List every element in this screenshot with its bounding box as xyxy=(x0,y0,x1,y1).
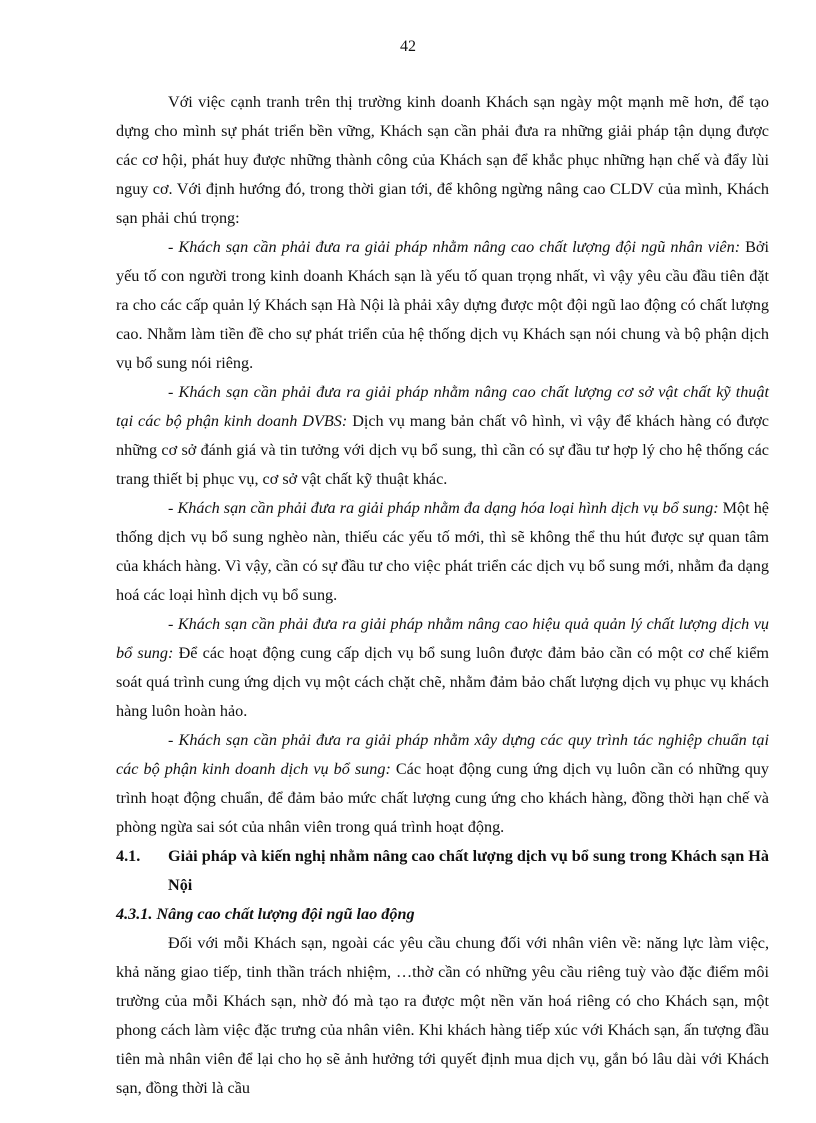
bullet-item xyxy=(116,378,769,494)
bullet-item xyxy=(116,233,769,378)
section-heading xyxy=(116,842,769,900)
section-title: Giải pháp và kiến nghị nhằm nâng cao chất lượng dịch vụ bổ sung trong Khách sạn Hà Nội xyxy=(168,847,769,894)
bullet-text: Một hệ thống dịch vụ bổ sung nghèo nàn, thiếu các yếu tố mới, thì sẽ không thể thu hút được sự quan tâm của khách hàng. Vì vậy, cần có sự đầu tư cho việc phát triển các dịch vụ bổ sung mới, nhằm đa dạng hoá các loại hình dịch vụ bổ sung. xyxy=(116,499,769,604)
bullet-text: Bởi yếu tố con người trong kinh doanh Khách sạn là yếu tố quan trọng nhất, vì vậy yêu cầu đầu tiên đặt ra cho các cấp quản lý Khách sạn Hà Nội là phải xây dựng được một đội ngũ lao động có chất lượng cao. Nhằm làm tiền đề cho sự phát triển của hệ thống dịch vụ Khách sạn nói chung và bộ phận dịch vụ bổ sung nói riêng. xyxy=(116,238,769,372)
section-number: 4.1. xyxy=(116,847,141,865)
intro-paragraph: Với việc cạnh tranh trên thị trường kinh doanh Khách sạn ngày một mạnh mẽ hơn, để tạo dựng cho mình sự phát triển bền vững, Khách sạn cần phải đưa ra những giải pháp tận dụng được các cơ hội, phát huy được những thành công của Khách sạn để khắc phục những hạn chế và đẩy lùi nguy cơ. Với định hướng đó, trong thời gian tới, để không ngừng nâng cao CLDV của mình, Khách sạn phải chú trọng: xyxy=(116,93,769,227)
bullet-lead: - Khách sạn cần phải đưa ra giải pháp nhằm nâng cao chất lượng đội ngũ nhân viên: xyxy=(168,238,741,256)
bullet-lead: - Khách sạn cần phải đưa ra giải pháp nhằm xây dựng các quy trình tác nghiệp chuẩn tại các bộ phận kinh doanh dịch vụ bổ sung: xyxy=(116,731,769,778)
page-number: 42 xyxy=(400,38,416,55)
document-body xyxy=(116,88,769,1103)
bullet-lead: - Khách sạn cần phải đưa ra giải pháp nhằm đa dạng hóa loại hình dịch vụ bổ sung: xyxy=(168,499,719,517)
bullet-item xyxy=(116,726,769,842)
closing-paragraph: Đối với mỗi Khách sạn, ngoài các yêu cầu chung đối với nhân viên về: năng lực làm việc, khả năng giao tiếp, tinh thần trách nhiệm, …thờ cần có những yêu cầu riêng tuỳ vào đặc điểm môi trường của mỗi Khách sạn, nhờ đó mà tạo ra được một nền văn hoá riêng có cho Khách sạn, một phong cách làm việc đặc trưng của nhân viên. Khi khách hàng tiếp xúc với Khách sạn, ấn tượng đầu tiên mà nhân viên để lại cho họ sẽ ảnh hưởng tới quyết định mua dịch vụ, gắn bó lâu dài với Khách sạn, đồng thời là cầu xyxy=(116,934,769,1097)
subsection-heading: 4.3.1. Nâng cao chất lượng đội ngũ lao động xyxy=(116,905,415,923)
bullet-text: Các hoạt động cung ứng dịch vụ luôn cần có những quy trình hoạt động chuẩn, để đảm bảo mức chất lượng cung ứng cho khách hàng, đồng thời hạn chế và phòng ngừa sai sót của nhân viên trong quá trình hoạt động. xyxy=(116,760,769,836)
bullet-item xyxy=(116,494,769,610)
bullet-text: Dịch vụ mang bản chất vô hình, vì vậy để khách hàng có được những cơ sở đánh giá và tin tưởng với dịch vụ bổ sung, thì cần có sự đầu tư hợp lý cho hệ thống các trang thiết bị phục vụ, cơ sở vật chất kỹ thuật khác. xyxy=(116,412,769,488)
bullet-text: Để các hoạt động cung cấp dịch vụ bổ sung luôn được đảm bảo cần có một cơ chế kiểm soát quá trình cung ứng dịch vụ một cách chặt chẽ, nhằm đảm bảo chất lượng dịch vụ phục vụ khách hàng luôn hoàn hảo. xyxy=(116,644,769,720)
bullet-lead: - Khách sạn cần phải đưa ra giải pháp nhằm nâng cao hiệu quả quản lý chất lượng dịch vụ bổ sung: xyxy=(116,615,769,662)
bullet-item xyxy=(116,610,769,726)
bullet-lead: - Khách sạn cần phải đưa ra giải pháp nhằm nâng cao chất lượng cơ sở vật chất kỹ thuật tại các bộ phận kinh doanh DVBS: xyxy=(116,383,769,430)
